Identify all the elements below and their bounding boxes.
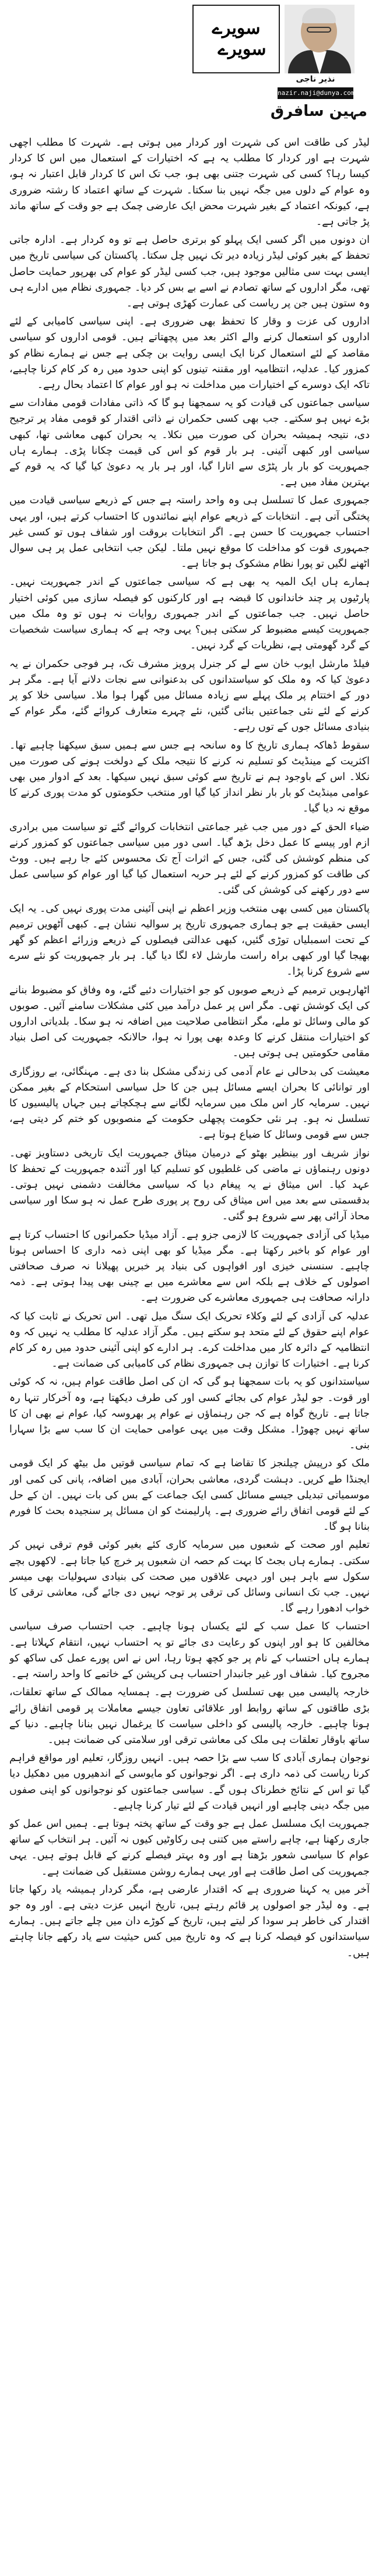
paragraph: تعلیم اور صحت کے شعبوں میں سرمایہ کاری کئے بغیر کوئی قوم ترقی نہیں کر سکتی۔ ہمارے ہاں بجٹ کا بہت کم حصہ ان شعبوں پر خرچ کیا جاتا ہے۔ لاکھوں بچے سکول سے باہر ہیں اور دیہی علاقوں میں صحت کی بنیادی سہولیات بھی میسر نہیں۔ جب تک انسانی وسائل کی ترقی پر توجہ نہیں دی جائے گی، معاشی ترقی کا خواب ادھورا رہے گا۔ bbox=[9, 1539, 370, 1615]
paragraph: پاکستان میں کسی بھی منتخب وزیر اعظم نے اپنی آئینی مدت پوری نہیں کی۔ یہ ایک ایسی حقیقت ہے جو ہماری جمہوری تاریخ پر سوالیہ نشان ہے۔ کبھی آٹھویں ترمیم کے تحت اسمبلیاں توڑی گئیں، کبھی عدالتی فیصلوں کے ذریعے وزرائے اعظم کو گھر بھیجا گیا اور کبھی براہ راست مارشل لاء لگا دیا گیا۔ ہر بار جمہوریت کو نئے سرے سے شروع کرنا پڑا۔ bbox=[9, 902, 370, 978]
paragraph: احتساب کا عمل سب کے لئے یکساں ہونا چاہیے۔ جب احتساب صرف سیاسی مخالفین کا ہو اور اپنوں کو رعایت دی جائے تو یہ احتساب نہیں، انتقام کہلاتا ہے۔ ہمارے ہاں احتساب کے نام پر جو کچھ ہوتا رہا، اس نے اس پورے عمل کی ساکھ کو مجروح کیا۔ شفاف اور غیر جانبدار احتساب ہی کرپشن کے خاتمے کا واحد راستہ ہے۔ bbox=[9, 1621, 370, 1681]
author-photo-glasses bbox=[307, 27, 331, 33]
paragraph: ہمارے ہاں ایک المیہ یہ بھی ہے کہ سیاسی جماعتوں کے اندر جمہوریت نہیں۔ پارٹیوں پر چند خاندانوں کا قبضہ ہے اور کارکنوں کو فیصلہ سازی میں کوئی اختیار حاصل نہیں۔ جب جماعتوں کے اندر جمہوری روایات نہ ہوں تو وہ ملک میں جمہوریت کیسے مضبوط کر سکتی ہیں؟ یہی وجہ ہے کہ ہماری سیاست شخصیات کے گرد گھومتی ہے، نظریات کے گرد نہیں۔ bbox=[9, 576, 370, 652]
author-photo bbox=[285, 5, 355, 73]
paragraph: ملک کو درپیش چیلنجز کا تقاضا ہے کہ تمام سیاسی قوتیں مل بیٹھ کر ایک قومی ایجنڈا طے کریں۔ دہشت گردی، معاشی بحران، آبادی میں اضافہ، پانی کی کمی اور موسمیاتی تبدیلی جیسے مسائل کسی ایک جماعت کے بس کی بات نہیں۔ ان کے حل کے لئے قومی اتفاق رائے ضروری ہے۔ پارلیمنٹ کو ان مسائل پر سنجیدہ بحث کا فورم بنانا ہو گا۔ bbox=[9, 1458, 370, 1533]
paragraph: خارجہ پالیسی میں بھی تسلسل کی ضرورت ہے۔ ہمسایہ ممالک کے ساتھ تعلقات، بڑی طاقتوں کے ساتھ روابط اور علاقائی تعاون جیسے معاملات پر قومی اتفاق رائے ہونا چاہیے۔ خارجہ پالیسی کو داخلی سیاست کا یرغمال نہیں بنانا چاہیے۔ دنیا کے ساتھ باوقار تعلقات ہی ملک کی معاشی ترقی اور سلامتی کی ضمانت ہیں۔ bbox=[9, 1686, 370, 1746]
paragraph: سیاستدانوں کو یہ بات سمجھنا ہو گی کہ ان کی اصل طاقت عوام ہیں، نہ کہ کوئی اور قوت۔ جو لیڈر عوام کی بجائے کسی اور کی طرف دیکھتا ہے، وہ آخرکار تنہا رہ جاتا ہے۔ تاریخ گواہ ہے کہ جن رہنماؤں نے عوام پر بھروسہ کیا، عوام نے بھی ان کا ساتھ نہیں چھوڑا۔ مشکل وقت میں یہی عوامی حمایت ان کا سب سے بڑا سہارا بنی۔ bbox=[9, 1376, 370, 1452]
logo-line-2: سویرے bbox=[217, 39, 266, 59]
paragraph: آخر میں یہ کہنا ضروری ہے کہ اقتدار عارضی ہے، مگر کردار ہمیشہ یاد رکھا جاتا ہے۔ وہ لیڈر جو اصولوں پر قائم رہتے ہیں، تاریخ انہیں عزت دیتی ہے۔ اور وہ جو اقتدار کی خاطر ہر سودا کر لیتے ہیں، تاریخ کے کوڑے دان میں چلے جاتے ہیں۔ ہمارے سیاستدانوں کو فیصلہ کرنا ہے کہ وہ تاریخ میں کس حیثیت سے یاد رکھے جانا چاہتے ہیں۔ bbox=[9, 1883, 370, 1959]
column-title: مہین سافرق bbox=[270, 103, 367, 120]
paragraph: نواز شریف اور بینظیر بھٹو کے درمیان میثاق جمہوریت ایک تاریخی دستاویز تھی۔ دونوں رہنماؤں نے ماضی کی غلطیوں کو تسلیم کیا اور آئندہ جمہوریت کے تحفظ کا عہد کیا۔ اس میثاق نے یہ پیغام دیا کہ سیاسی مخالفت دشمنی نہیں ہوتی۔ بدقسمتی سے بعد میں اس میثاق کی روح پر پوری طرح عمل نہ ہو سکا اور سیاسی محاذ آرائی پھر سے شروع ہو گئی۔ bbox=[9, 1147, 370, 1223]
paragraph: اداروں کی عزت و وقار کا تحفظ بھی ضروری ہے۔ اپنی سیاسی کامیابی کے لئے اداروں کو استعمال کرنے والے اکثر بعد میں پچھتاتے ہیں۔ قومی اداروں کو سیاسی مقاصد کے لئے استعمال کرنا ایک ایسی روایت بن چکی ہے جس نے ہمارے نظام کو کمزور کیا۔ عدلیہ، انتظامیہ اور مقننہ تینوں کو اپنی حدود میں رہ کر کام کرنا چاہیے، تاکہ ایک دوسرے کے اختیارات میں مداخلت نہ ہو اور عوام کا اعتماد بحال رہے۔ bbox=[9, 316, 370, 391]
author-name: نذیر ناجی bbox=[296, 75, 335, 84]
paragraph: عدلیہ کی آزادی کے لئے وکلاء تحریک ایک سنگ میل تھی۔ اس تحریک نے ثابت کیا کہ عوام اپنے حقوق کے لئے متحد ہو سکتے ہیں۔ مگر آزاد عدلیہ کا مطلب یہ نہیں کہ وہ انتظامیہ کے دائرہ کار میں مداخلت کرے۔ ہر ادارے کو اپنی آئینی حدود میں رہ کر کام کرنا ہے۔ اختیارات کا توازن ہی جمہوری نظام کی کامیابی کی ضمانت ہے۔ bbox=[9, 1310, 370, 1370]
paragraph: سقوط ڈھاکہ ہماری تاریخ کا وہ سانحہ ہے جس سے ہمیں سبق سیکھنا چاہیے تھا۔ اکثریت کے مینڈیٹ کو تسلیم نہ کرنے کا نتیجہ ملک کے دولخت ہونے کی صورت میں نکلا۔ اس کے باوجود ہم نے تاریخ سے کوئی سبق نہیں سیکھا۔ بعد کے ادوار میں بھی عوامی مینڈیٹ کو بار بار نظر انداز کیا گیا اور منتخب حکومتوں کو مدت پوری کرنے کا موقع نہ دیا گیا۔ bbox=[9, 739, 370, 815]
logo-line-1: سویرے bbox=[212, 18, 261, 38]
title-row bbox=[0, 103, 379, 128]
paragraph: میڈیا کی آزادی جمہوریت کا لازمی جزو ہے۔ آزاد میڈیا حکمرانوں کا احتساب کرتا ہے اور عوام کو باخبر رکھتا ہے۔ مگر میڈیا کو بھی اپنی ذمہ داری کا احساس ہونا چاہیے۔ سنسنی خیزی اور افواہوں کی بنیاد پر خبریں پھیلانا نہ صرف صحافتی اصولوں کے خلاف ہے بلکہ اس سے معاشرے میں بے چینی بھی پیدا ہوتی ہے۔ ذمہ دارانہ صحافت ہی جمہوری معاشرے کی ضرورت ہے۔ bbox=[9, 1229, 370, 1304]
column-logo bbox=[192, 5, 280, 73]
author-photo-hair bbox=[302, 8, 336, 23]
author-email[interactable]: nazir.naji@dunya.com.pk bbox=[278, 87, 353, 99]
paragraph: ان دونوں میں اگر کسی ایک پہلو کو برتری حاصل ہے تو وہ کردار ہے۔ ادارہ جاتی تحفظ کے بغیر کوئی لیڈر زیادہ دیر تک نہیں چل سکتا۔ پاکستان کی سیاسی تاریخ میں ایسی بہت سی مثالیں موجود ہیں، جب کسی لیڈر کو عوام کی بھرپور حمایت حاصل تھی، مگر اداروں کے ساتھ تصادم نے اسے بے بس کر دیا۔ جمہوری نظام میں ادارے ہی وہ ستون ہیں جن پر ریاست کی عمارت کھڑی ہوتی ہے۔ bbox=[9, 234, 370, 310]
paragraph: اٹھارہویں ترمیم کے ذریعے صوبوں کو جو اختیارات دئیے گئے، وہ وفاق کو مضبوط بنانے کی ایک کوشش تھی۔ مگر اس پر عمل درآمد میں کئی مشکلات سامنے آئیں۔ صوبوں کو مالی وسائل تو ملے، مگر انتظامی صلاحیت میں اضافہ نہ ہو سکا۔ بلدیاتی اداروں کو اختیارات منتقل کرنے کا وعدہ بھی پورا نہ ہوا، حالانکہ جمہوریت کی اصل بنیاد مقامی حکومتیں ہی ہوتی ہیں۔ bbox=[9, 984, 370, 1060]
paragraph: جمہوری عمل کا تسلسل ہی وہ واحد راستہ ہے جس کے ذریعے سیاسی قیادت میں پختگی آتی ہے۔ انتخابات کے ذریعے عوام اپنے نمائندوں کا احتساب کرتے ہیں، اور یہی احتساب جمہوریت کا حسن ہے۔ اگر انتخابات بروقت اور شفاف ہوں تو کسی غیر جمہوری قوت کو مداخلت کا موقع نہیں ملتا۔ لیکن جب انتخابی عمل پر ہی سوال اٹھنے لگیں تو پورا نظام مشکوک ہو جاتا ہے۔ bbox=[9, 495, 370, 570]
paragraph: لیڈر کی طاقت اس کی شہرت اور کردار میں ہوتی ہے۔ شہرت کا مطلب اچھی شہرت ہے اور کردار کا مطلب یہ ہے کہ اختیارات کے استعمال میں اس کا کردار کیسا رہا؟ کسی کی شہرت جتنی بھی ہو، جب تک اس کا کردار قابل اعتبار نہ ہو، وہ عوام کے دلوں میں جگہ نہیں بنا سکتا۔ شہرت کے ساتھ اعتماد کا رشتہ ضروری ہے، کیونکہ اعتماد کے بغیر شہرت محض ایک عارضی چمک ہے جو وقت کے ساتھ ماند پڑ جاتی ہے۔ bbox=[9, 137, 370, 228]
paragraph: جمہوریت ایک مسلسل عمل ہے جو وقت کے ساتھ پختہ ہوتا ہے۔ ہمیں اس عمل کو جاری رکھنا ہے، چاہے راستے میں کتنی ہی رکاوٹیں کیوں نہ آئیں۔ ہر انتخاب کے ساتھ عوام کا سیاسی شعور بڑھتا ہے اور وہ بہتر فیصلے کرنے کے قابل ہوتے ہیں۔ یہی جمہوریت کی اصل طاقت ہے اور یہی ہمارے روشن مستقبل کی ضمانت ہے۔ bbox=[9, 1818, 370, 1878]
paragraph: معیشت کی بدحالی نے عام آدمی کی زندگی مشکل بنا دی ہے۔ مہنگائی، بے روزگاری اور توانائی کا بحران ایسے مسائل ہیں جن کا حل سیاسی استحکام کے بغیر ممکن نہیں۔ سرمایہ کار اس ملک میں سرمایہ لگانے سے ہچکچاتے ہیں جہاں پالیسیوں کا تسلسل نہ ہو۔ ہر نئی حکومت پچھلی حکومت کے منصوبوں کو ختم کر دیتی ہے، جس سے قومی وسائل کا ضیاع ہوتا ہے۔ bbox=[9, 1065, 370, 1141]
column-header bbox=[0, 0, 379, 97]
column-body bbox=[9, 135, 370, 2570]
paragraph: نوجوان ہماری آبادی کا سب سے بڑا حصہ ہیں۔ انہیں روزگار، تعلیم اور مواقع فراہم کرنا ریاست کی ذمہ داری ہے۔ اگر نوجوانوں کو مایوسی کے اندھیروں میں دھکیل دیا گیا تو اس کے نتائج خطرناک ہوں گے۔ سیاسی جماعتوں کو نوجوانوں کو اپنی صفوں میں جگہ دینی چاہیے اور انہیں قیادت کے لئے تیار کرنا چاہیے۔ bbox=[9, 1752, 370, 1812]
paragraph: سیاسی جماعتوں کی قیادت کو یہ سمجھنا ہو گا کہ ذاتی مفادات قومی مفادات سے بڑے نہیں ہو سکتے۔ جب بھی کسی حکمران نے ذاتی اقتدار کو قومی مفاد پر ترجیح دی، نتیجہ ہمیشہ بحران کی صورت میں نکلا۔ یہ بحران کبھی معاشی تھا، کبھی سیاسی اور کبھی آئینی۔ ہر بار قوم کو اس کی قیمت چکانا پڑی۔ ہمارے ہاں جمہوریت کو بار بار پٹڑی سے اتارا گیا، اور ہر بار یہ دعویٰ کیا گیا کہ یہ قوم کے بہترین مفاد میں ہے۔ bbox=[9, 397, 370, 489]
paragraph: ضیاء الحق کے دور میں جب غیر جماعتی انتخابات کروائے گئے تو سیاست میں برادری ازم اور پیسے کا عمل دخل بڑھ گیا۔ اسی دور میں سیاسی جماعتوں کو کمزور کرنے کی منظم کوشش کی گئی، جس کے اثرات آج تک محسوس کئے جا رہے ہیں۔ ووٹ کی طاقت کو کمزور کرنے کے لئے ہر حربہ استعمال کیا گیا اور عوام کو سیاسی عمل سے دور رکھنے کی کوشش کی گئی۔ bbox=[9, 821, 370, 897]
paragraph: فیلڈ مارشل ایوب خان سے لے کر جنرل پرویز مشرف تک، ہر فوجی حکمران نے یہ دعویٰ کیا کہ وہ ملک کو سیاستدانوں کی بدعنوانی سے نجات دلانے آیا ہے۔ مگر ہر دور کے اختتام پر ملک پہلے سے زیادہ مسائل میں گھرا ہوا ملا۔ سیاسی خلا کو پر کرنے کے لئے نئی جماعتیں بنائی گئیں، نئے چہرے متعارف کروائے گئے، مگر عوام کے بنیادی مسائل جوں کے توں رہے۔ bbox=[9, 658, 370, 733]
